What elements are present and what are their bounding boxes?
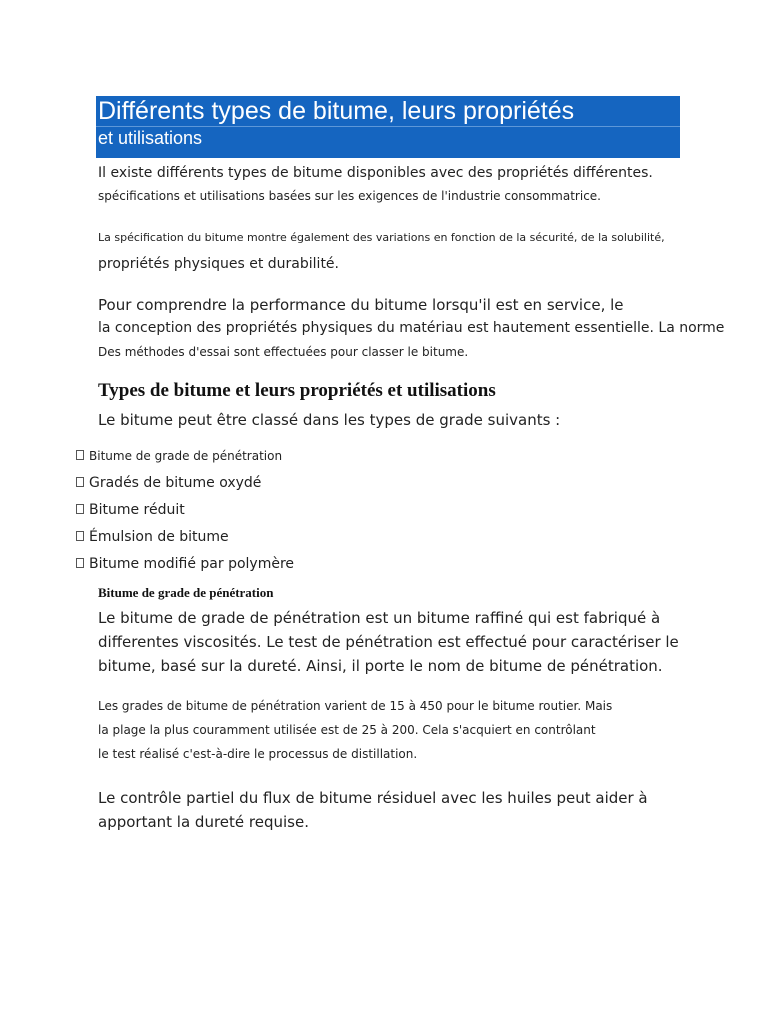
penetration-p3-line-1: Le contrôle partiel du flux de bitume résiduel avec les huiles peut aider à	[98, 789, 648, 807]
list-item	[76, 528, 229, 546]
list-item	[76, 474, 261, 492]
intro-line-1: Il existe différents types de bitume disponibles avec des propriétés différentes.	[98, 165, 653, 181]
bullet-icon	[76, 450, 84, 460]
list-item-label: Gradés de bitume oxydé	[89, 475, 262, 491]
penetration-p2-line-3: le test réalisé c'est-à-dire le processus de distillation.	[98, 747, 418, 761]
penetration-p1-line-1: Le bitume de grade de pénétration est un bitume raffiné qui est fabriqué à	[98, 609, 661, 627]
performance-line-3: Des méthodes d'essai sont effectuées pour classer le bitume.	[98, 345, 469, 359]
list-item-label: Émulsion de bitume	[89, 529, 229, 545]
list-item	[76, 448, 282, 464]
intro-line-3: La spécification du bitume montre également des variations en fonction de la sécurité, de la solubilité,	[98, 231, 665, 244]
subsection-heading: Bitume de grade de pénétration	[98, 585, 274, 600]
list-item-label: Bitume modifié par polymère	[89, 556, 295, 572]
list-item-label: Bitume de grade de pénétration	[89, 449, 283, 463]
performance-line-1: Pour comprendre la performance du bitume lorsqu'il est en service, le	[98, 296, 624, 314]
penetration-p2-line-2: la plage la plus couramment utilisée est de 25 à 200. Cela s'acquiert en contrôlant	[98, 723, 596, 737]
performance-line-2: la conception des propriétés physiques du matériau est hautement essentielle. La norme	[98, 320, 725, 336]
penetration-p1-line-2: differentes viscosités. Le test de pénétration est effectué pour caractériser le	[98, 633, 679, 651]
page-title: Différents types de bitume, leurs propriétés	[98, 97, 575, 125]
bullet-icon	[76, 531, 84, 541]
page-subtitle: et utilisations	[98, 128, 203, 148]
section-intro: Le bitume peut être classé dans les types de grade suivants :	[98, 411, 561, 429]
intro-line-2: spécifications et utilisations basées sur les exigences de l'industrie consommatrice.	[98, 189, 601, 203]
penetration-p1-line-3: bitume, basé sur la dureté. Ainsi, il porte le nom de bitume de pénétration.	[98, 657, 663, 675]
bullet-icon	[76, 504, 84, 514]
bullet-icon	[76, 558, 84, 568]
list-item-label: Bitume réduit	[89, 502, 185, 518]
penetration-p3-line-2: apportant la dureté requise.	[98, 813, 309, 831]
penetration-p2-line-1: Les grades de bitume de pénétration varient de 15 à 450 pour le bitume routier. Mais	[98, 699, 613, 713]
list-item	[76, 501, 185, 519]
bullet-icon	[76, 477, 84, 487]
list-item	[76, 555, 294, 573]
intro-line-4: propriétés physiques et durabilité.	[98, 256, 339, 272]
section-heading: Types de bitume et leurs propriétés et utilisations	[98, 380, 496, 401]
